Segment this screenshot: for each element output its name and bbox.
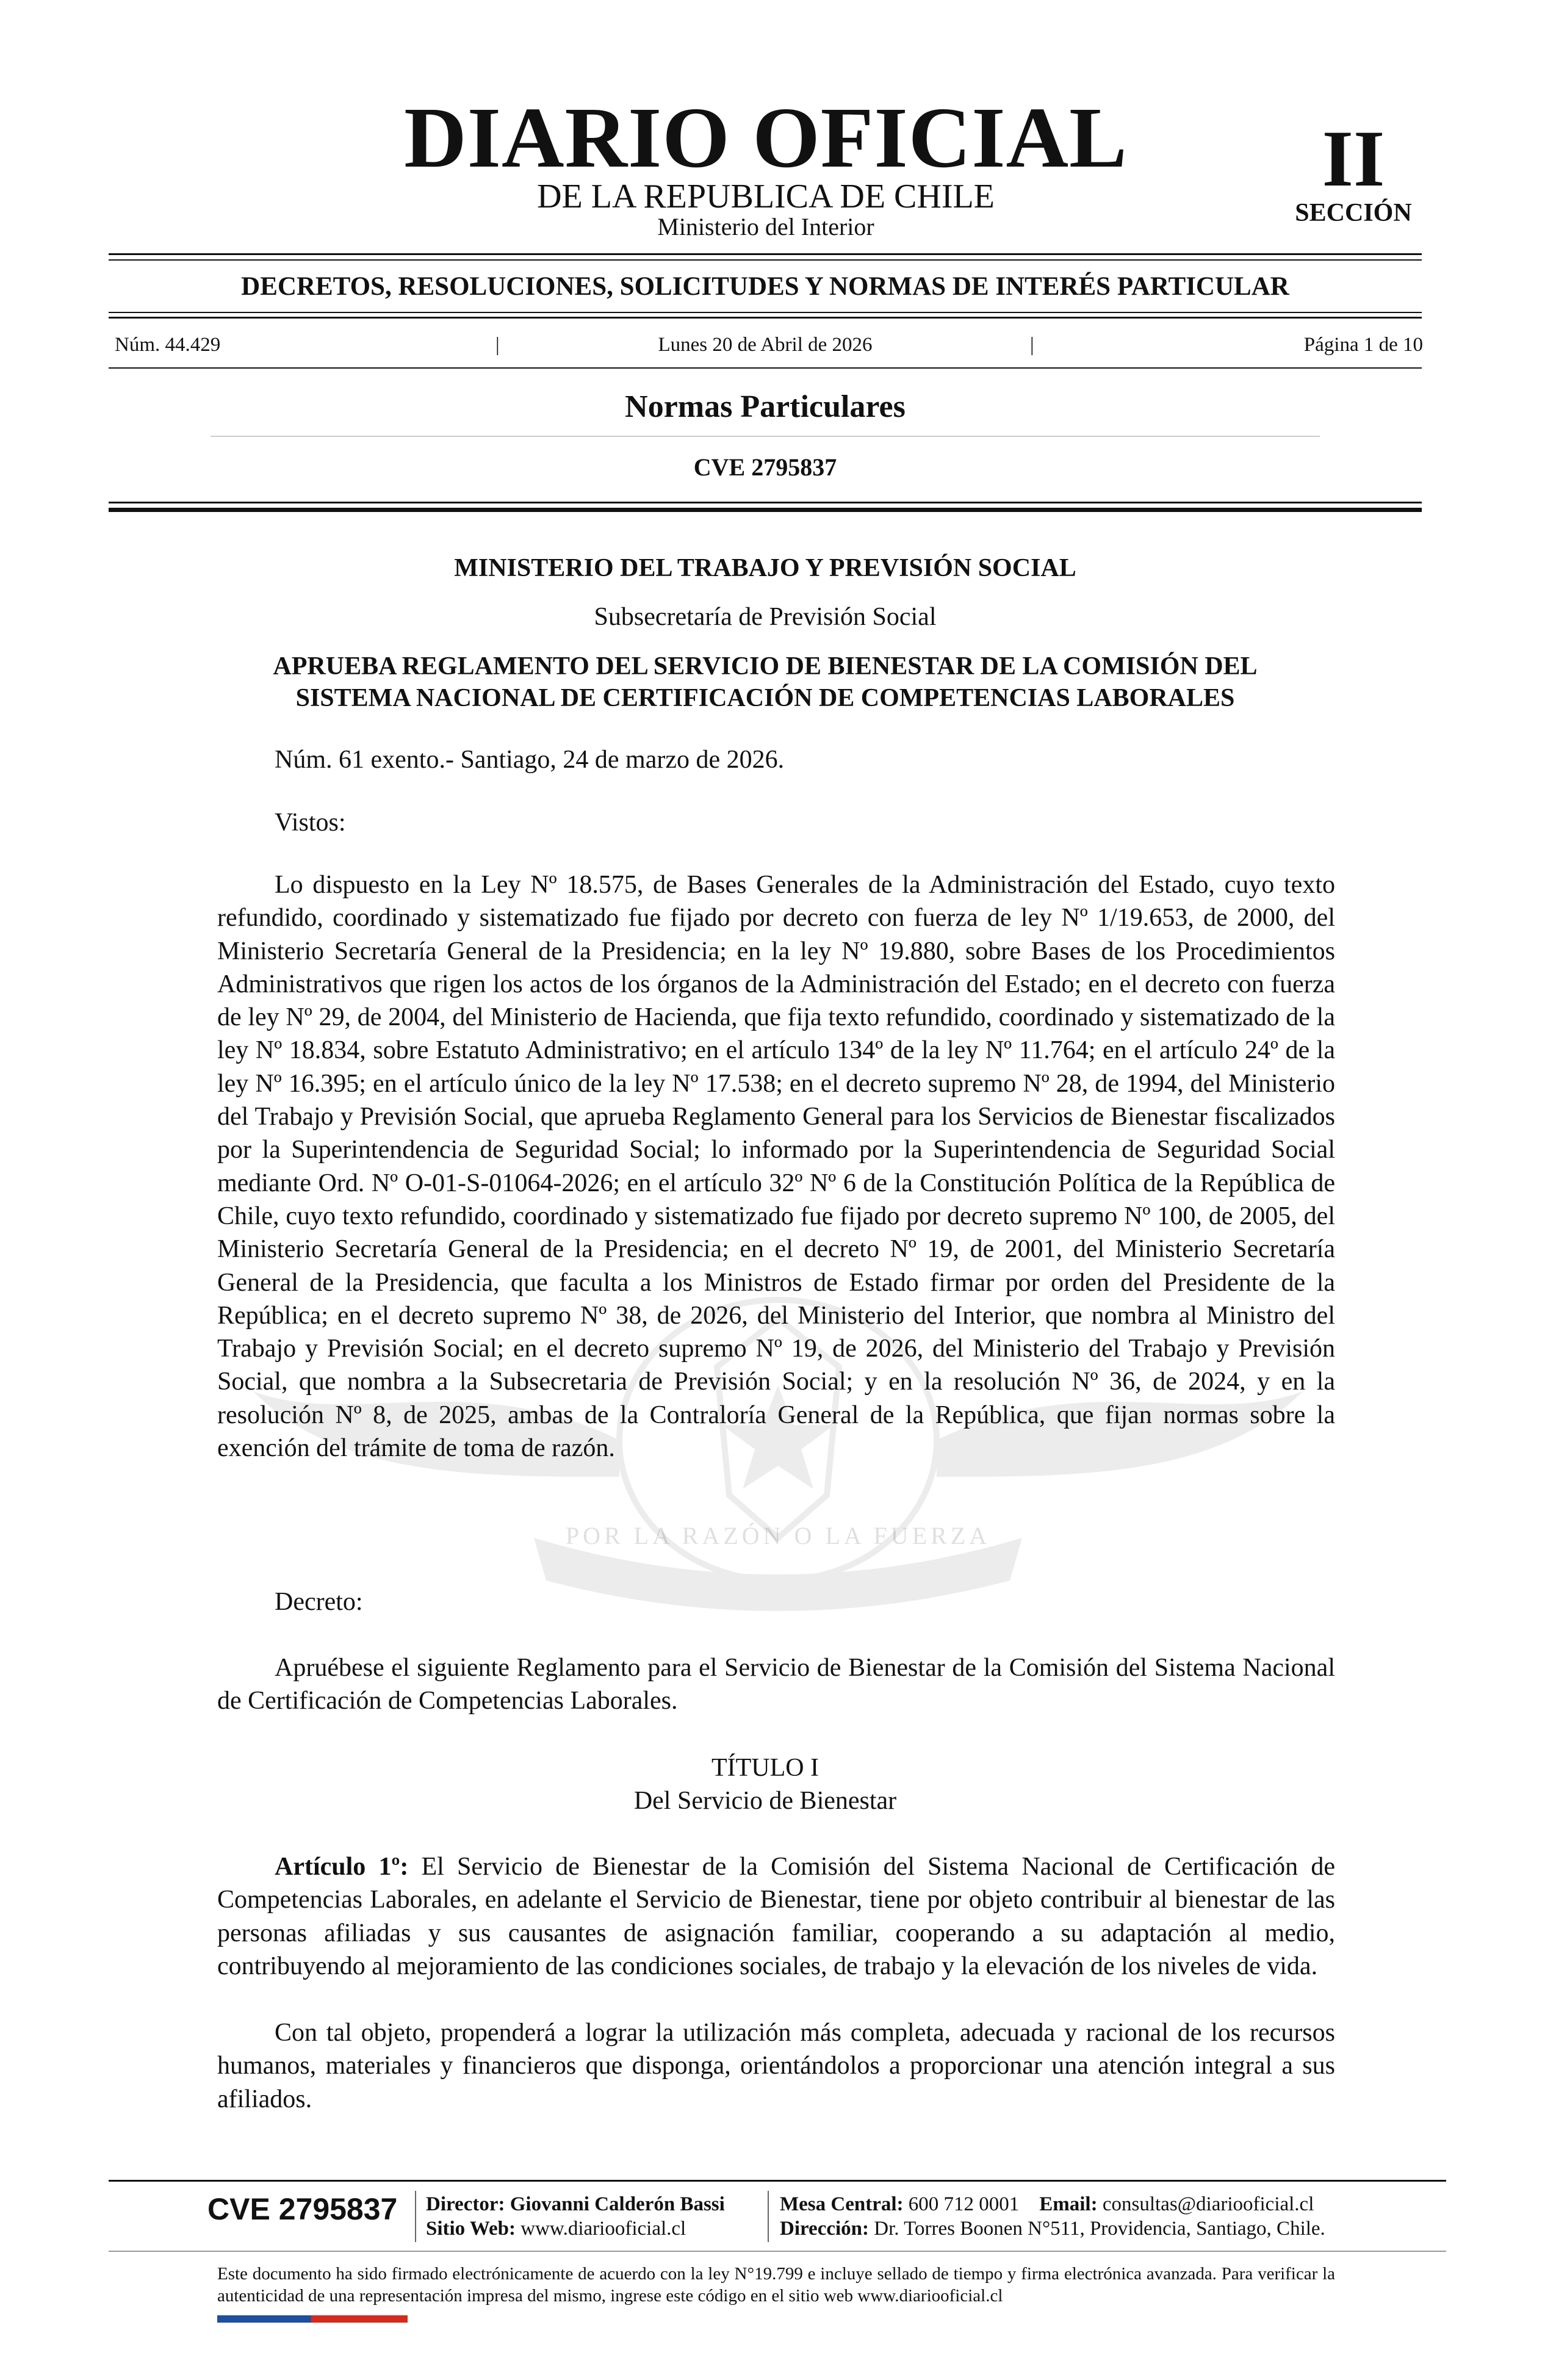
watermark-motto: POR LA RAZÓN O LA FUERZA xyxy=(565,1522,991,1549)
footer-separator xyxy=(415,2191,416,2242)
article-1-label: Artículo 1º: xyxy=(275,1853,409,1881)
meta-separator: | xyxy=(1030,334,1034,356)
meta-rule xyxy=(109,367,1422,369)
footer-cve: CVE 2795837 xyxy=(207,2192,398,2226)
footer-mesa-central: Mesa Central: 600 712 0001 Email: consultas@diariooficial.cl xyxy=(780,2193,1314,2215)
footer-website: Sitio Web: www.diariooficial.cl xyxy=(426,2218,686,2240)
cve-rule-thick xyxy=(109,508,1422,512)
titulo-name: Del Servicio de Bienestar xyxy=(633,1787,897,1815)
cve-rule xyxy=(109,502,1422,503)
section-banner: DECRETOS, RESOLUCIONES, SOLICITUDES Y NORMAS DE INTERÉS PARTICULAR xyxy=(241,272,1289,301)
footer-rule xyxy=(109,2180,1446,2182)
page-indicator: Página 1 de 10 xyxy=(1303,334,1423,356)
category-divider xyxy=(211,436,1320,437)
vistos-label: Vistos: xyxy=(275,809,346,837)
ministry-label: Ministerio del Interior xyxy=(657,213,874,240)
decreto-paragraph: Apruébese el siguiente Reglamento para el Servicio de Bienestar de la Comisión del Sistema Nacional de Certificación de Competencias Laborales. xyxy=(217,1654,1335,1715)
cve-code: CVE 2795837 xyxy=(693,453,837,481)
section-number: II xyxy=(1322,114,1385,203)
footer-director: Director: Giovanni Calderón Bassi xyxy=(426,2193,725,2215)
issue-date: Lunes 20 de Abril de 2026 xyxy=(658,334,873,356)
article-1-text: El Servicio de Bienestar de la Comisión del Sistema Nacional de Certificación de Competencias Laborales, en adelante el Servicio de Bienestar, tiene por objeto contribuir al bienestar de las personas afiliadas y sus causantes de asignación familiar, cooperando a su adaptación al medio, contribuyendo al mejoramiento de las condiciones sociales, de trabajo y la elevación de los niveles de vida. xyxy=(217,1853,1336,1980)
document-title-line: SISTEMA NACIONAL DE CERTIFICACIÓN DE COMPETENCIAS LABORALES xyxy=(295,684,1235,712)
flag-stripe-blue xyxy=(217,2315,311,2323)
email-link[interactable]: consultas@diariooficial.cl xyxy=(1102,2193,1314,2215)
article-1-paragraph-2: Con tal objeto, propenderá a lograr la utilización más completa, adecuada y racional de los recursos humanos, materiales y financieros que disponga, orientándolos a proporcionar una atención integral a sus afiliados. xyxy=(217,2019,1335,2113)
header-rule-top xyxy=(109,253,1422,255)
flag-stripe-red xyxy=(311,2315,408,2323)
footer-separator xyxy=(768,2191,769,2242)
article-1-paragraph xyxy=(217,1850,1335,1983)
vistos-paragraph: Lo dispuesto en la Ley Nº 18.575, de Bases Generales de la Administración del Estado, cuyo texto refundido, coordinado y sistematizado fue fijado por decreto con fuerza de ley Nº 1/19.653, de 2000, del Ministerio Secretaría General de la Presidencia; en la ley Nº 19.880, sobre Bases de los Procedimientos Administrativos que rigen los actos de los órganos de la Administración del Estado; en el decreto con fuerza de ley Nº 29, de 2004, del Ministerio de Hacienda, que fija texto refundido, coordinado y sistematizado de la ley Nº 18.834, sobre Estatuto Administrativo; en el artículo 134º de la ley Nº 11.764; en el artículo 24º de la ley Nº 16.395; en el artículo único de la ley Nº 17.538; en el decreto supremo Nº 28, de 1994, del Ministerio del Trabajo y Previsión Social, que aprueba Reglamento General para los Servicios de Bienestar fiscalizados por la Superintendencia de Seguridad Social; lo informado por la Superintendencia de Seguridad Social mediante Ord. Nº O-01-S-01064-2026; en el artículo 32º Nº 6 de la Constitución Política de la República de Chile, cuyo texto refundido, coordinado y sistematizado fue fijado por decreto supremo Nº 100, de 2005, del Ministerio Secretaría General de la Presidencia; en el decreto Nº 19, de 2001, del Ministerio Secretaría General de la Presidencia, que faculta a los Ministros de Estado firmar por orden del Presidente de la República; en el decreto supremo Nº 38, de 2026, del Ministerio del Interior, que nombra al Ministro del Trabajo y Previsión Social; en el decreto supremo Nº 19, de 2026, del Ministerio del Trabajo y Previsión Social, que nombra a la Subsecretaria de Previsión Social; y en la resolución Nº 36, de 2024, y en la resolución Nº 8, de 2025, ambas de la Contraloría General de la República, que fijan normas sobre la exención del trámite de toma de razón. xyxy=(217,871,1335,1463)
header-rule-mid xyxy=(109,317,1422,319)
meta-separator: | xyxy=(495,334,500,356)
decree-number-date: Núm. 61 exento.- Santiago, 24 de marzo de 2026. xyxy=(275,746,785,774)
newspaper-subtitle: DE LA REPUBLICA DE CHILE xyxy=(537,178,995,215)
document-title xyxy=(183,651,1347,714)
category-heading: Normas Particulares xyxy=(625,389,906,424)
section-label: SECCIÓN xyxy=(1295,199,1412,227)
decreto-label: Decreto: xyxy=(275,1588,363,1616)
newspaper-title: DIARIO OFICIAL xyxy=(404,89,1128,186)
document-title-line: APRUEBA REGLAMENTO DEL SERVICIO DE BIENESTAR DE LA COMISIÓN DEL xyxy=(273,652,1258,680)
footer-signature-note: Este documento ha sido firmado electrónicamente de acuerdo con la ley N°19.799 e incluye sellado de tiempo y firma electrónica avanzada. Para verificar la autenticidad de una representación impresa del mismo, ingrese este código en el sitio web www.diariooficial.cl xyxy=(217,2264,1335,2306)
issue-number: Núm. 44.429 xyxy=(115,334,221,356)
header-rule-mid-thin xyxy=(109,312,1422,313)
titulo-number: TÍTULO I xyxy=(711,1754,819,1782)
footer-rule-thin xyxy=(109,2251,1446,2252)
footer-address: Dirección: Dr. Torres Boonen N°511, Providencia, Santiago, Chile. xyxy=(780,2218,1325,2240)
document-subsecretaria: Subsecretaría de Previsión Social xyxy=(594,603,937,631)
website-link[interactable]: www.diariooficial.cl xyxy=(520,2218,686,2240)
header-rule-top-thin xyxy=(109,259,1422,261)
document-ministry: MINISTERIO DEL TRABAJO Y PREVISIÓN SOCIAL xyxy=(454,554,1076,582)
